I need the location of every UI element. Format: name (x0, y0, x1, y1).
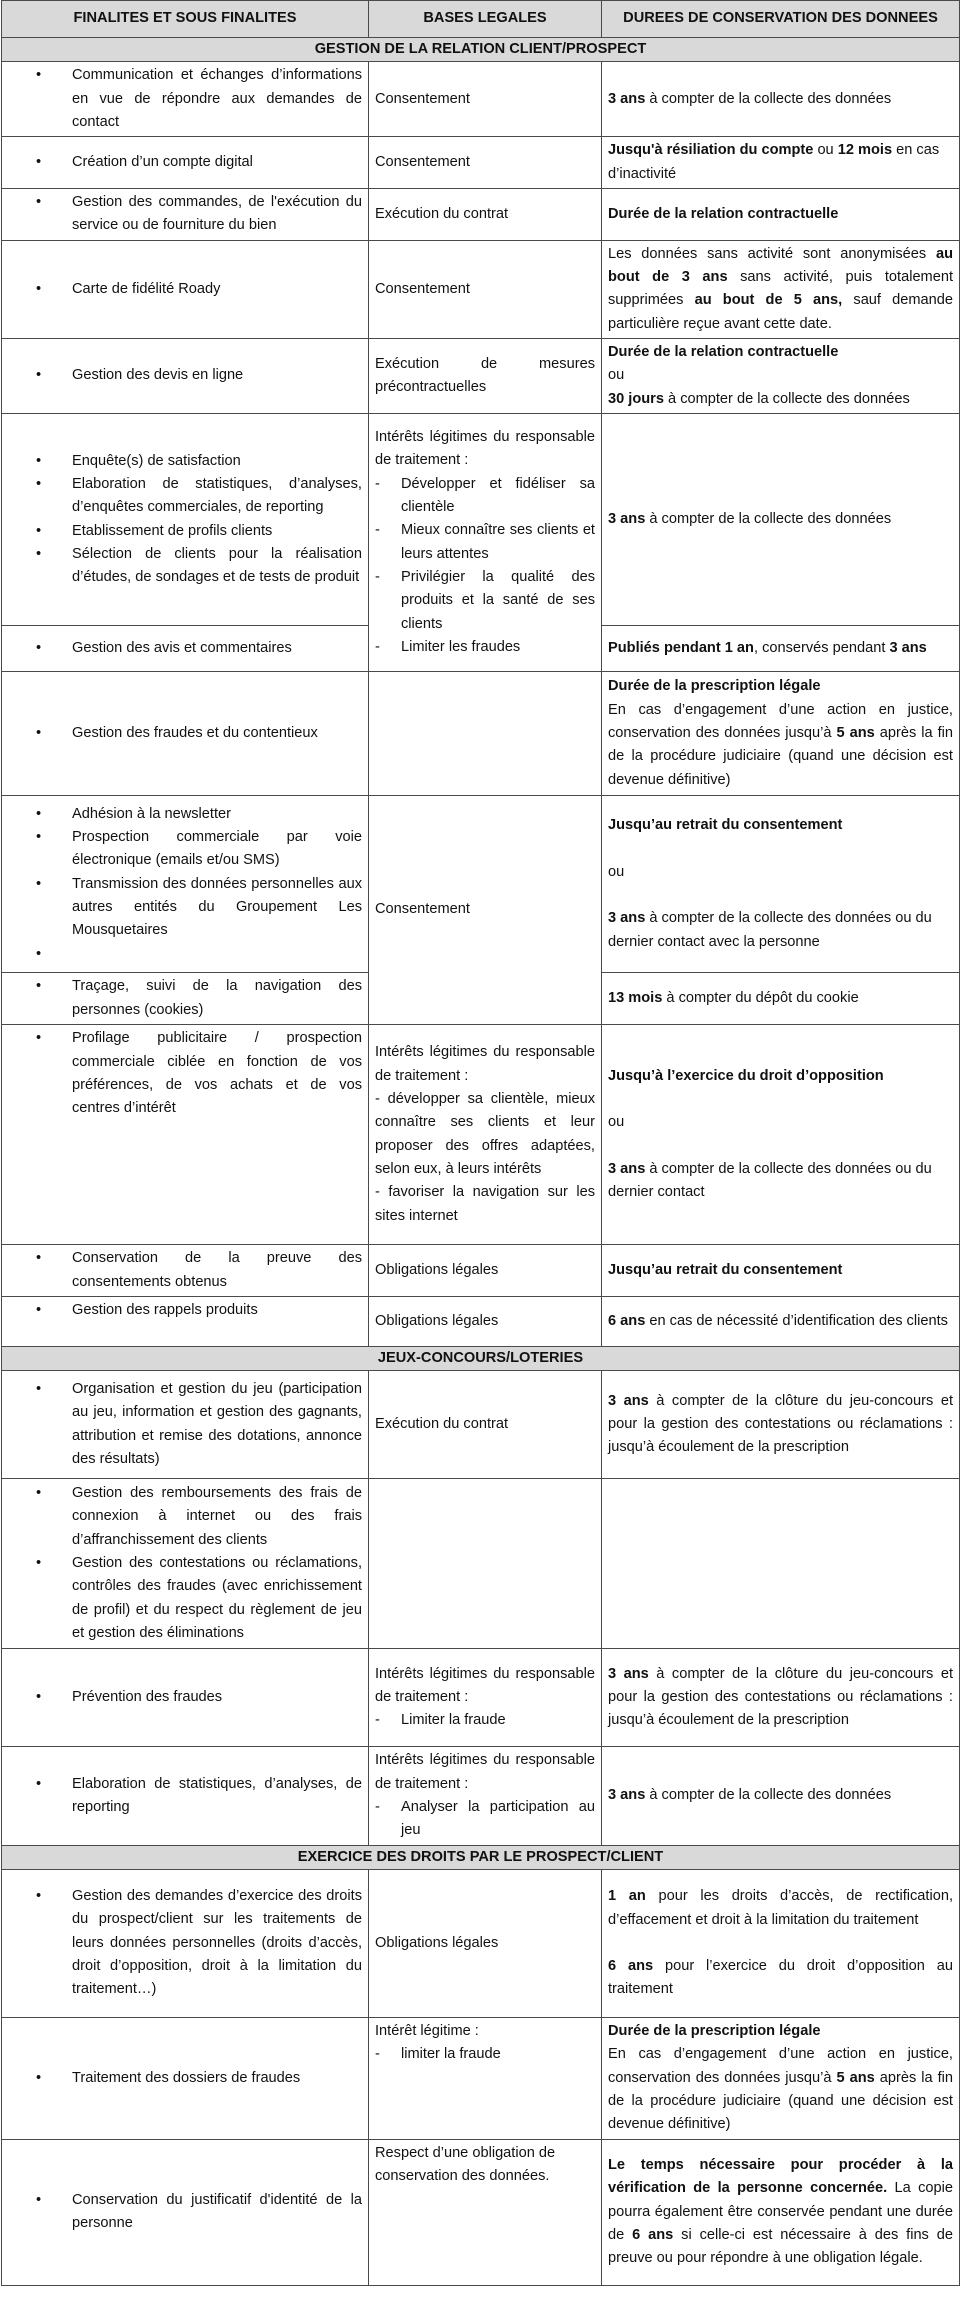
purpose-item: • Traitement des dossiers de fraudes (72, 2067, 362, 2090)
header-purposes: FINALITES ET SOUS FINALITES (2, 1, 369, 38)
table-row (2, 137, 960, 189)
table-row (2, 2139, 960, 2285)
purpose-cell (2, 2017, 369, 2139)
purpose-item: • Transmission des données personnelles aux autres entités du Groupement Les Mousquetaires (72, 873, 362, 943)
legal-basis-cell: Intérêt légitime : - limiter la fraude (369, 2017, 602, 2139)
section-title: JEUX-CONCOURS/LOTERIES (2, 1346, 960, 1370)
legal-basis-cell: Exécution de mesures précontractuelles (369, 339, 602, 414)
retention-cell: 3 ans à compter de la collecte des données (602, 414, 960, 626)
section-title: GESTION DE LA RELATION CLIENT/PROSPECT (2, 38, 960, 62)
purpose-cell (2, 1296, 369, 1346)
purpose-item: • Traçage, suivi de la navigation des personnes (cookies) (72, 975, 362, 1022)
legal-basis-cell: Exécution du contrat (369, 1371, 602, 1479)
purpose-cell (2, 1025, 369, 1245)
purpose-cell (2, 672, 369, 796)
purpose-item: • Conservation du justificatif d'identité de la personne (72, 2189, 362, 2236)
purpose-item: • Gestion des commandes, de l'exécution du service ou de fourniture du bien (72, 191, 362, 238)
purpose-cell (2, 339, 369, 414)
retention-cell: Jusqu’à l’exercice du droit d’opposition ou 3 ans à compter de la collecte des données ou du dernier contact (602, 1025, 960, 1245)
purpose-item: • Gestion des devis en ligne (72, 364, 362, 387)
legal-basis-cell: Intérêts légitimes du responsable de traitement : - Limiter la fraude (369, 1649, 602, 1747)
table-row (2, 339, 960, 414)
purpose-item: • Gestion des contestations ou réclamations, contrôles des fraudes (avec enrichissement de profil) et du respect du règlement de jeu et gestion des éliminations (72, 1552, 362, 1645)
purpose-item: • Carte de fidélité Roady (72, 278, 362, 301)
purpose-cell (2, 626, 369, 672)
retention-cell: 3 ans à compter de la clôture du jeu-concours et pour la gestion des contestations ou réclamations : jusqu’à écoulement de la prescription (602, 1649, 960, 1747)
table-row (2, 1649, 960, 1747)
header-legal-bases: BASES LEGALES (369, 1, 602, 38)
legal-basis-cell: Respect d’une obligation de conservation des données. (369, 2139, 602, 2285)
legal-basis-cell: Obligations légales (369, 1296, 602, 1346)
purpose-item: • Etablissement de profils clients (72, 520, 362, 543)
table-row (2, 240, 960, 338)
legal-basis-cell: Intérêts légitimes du responsable de traitement : - Analyser la participation au jeu (369, 1747, 602, 1845)
legal-basis-cell: Consentement (369, 62, 602, 137)
purpose-cell (2, 1479, 369, 1649)
legal-basis-cell: Intérêts légitimes du responsable de traitement : - Développer et fidéliser sa clientèle - Mieux connaître ses clients et leurs attentes - Privilégier la qualité des produits et la santé de ses clients - Limiter les fraudes (369, 414, 602, 672)
legal-basis-cell (369, 1479, 602, 1649)
purpose-item: • Communication et échanges d’informations en vue de répondre aux demandes de contact (72, 64, 362, 134)
table-row (2, 1869, 960, 2017)
retention-cell (602, 1479, 960, 1649)
purpose-cell (2, 1371, 369, 1479)
table-row (2, 1025, 960, 1245)
retention-cell: Publiés pendant 1 an, conservés pendant 3 ans (602, 626, 960, 672)
retention-cell: Jusqu’au retrait du consentement (602, 1245, 960, 1297)
purpose-item: • Adhésion à la newsletter (72, 803, 362, 826)
header-retention: DUREES DE CONSERVATION DES DONNEES (602, 1, 960, 38)
retention-cell: Jusqu'à résiliation du compte ou 12 mois en cas d’inactivité (602, 137, 960, 189)
purpose-item: • Enquête(s) de satisfaction (72, 450, 362, 473)
table-row (2, 62, 960, 137)
table-row (2, 1245, 960, 1297)
purpose-cell (2, 62, 369, 137)
retention-table (1, 0, 960, 2286)
retention-cell: 3 ans à compter de la collecte des données (602, 1747, 960, 1845)
table-row (2, 672, 960, 796)
purpose-cell (2, 240, 369, 338)
purpose-item: • Elaboration de statistiques, d’analyses, d’enquêtes commerciales, de reporting (72, 473, 362, 520)
purpose-item: • Profilage publicitaire / prospection commerciale ciblée en fonction de vos préférences, de vos achats et de vos centres d’intérêt (72, 1027, 362, 1120)
purpose-cell (2, 414, 369, 626)
retention-cell: Durée de la prescription légale En cas d’engagement d’une action en justice, conservation des données jusqu’à 5 ans après la fin de la procédure judiciaire (quand une décision est devenue définitive) (602, 672, 960, 796)
table-row (2, 1371, 960, 1479)
section-title: EXERCICE DES DROITS PAR LE PROSPECT/CLIENT (2, 1845, 960, 1869)
retention-cell: 13 mois à compter du dépôt du cookie (602, 973, 960, 1025)
retention-cell: 3 ans à compter de la collecte des données (602, 62, 960, 137)
purpose-item: • Organisation et gestion du jeu (participation au jeu, information et gestion des gagnants, attribution et remise des dotations, annonce des résultats) (72, 1378, 362, 1471)
legal-basis-cell (369, 672, 602, 796)
retention-cell: 6 ans en cas de nécessité d’identification des clients (602, 1296, 960, 1346)
purpose-item: • Gestion des rappels produits (72, 1299, 362, 1322)
legal-basis-cell: Consentement (369, 137, 602, 189)
purpose-item: • Gestion des remboursements des frais de connexion à internet ou des frais d’affranchissement des clients (72, 1482, 362, 1552)
purpose-cell (2, 189, 369, 241)
table-row (2, 796, 960, 973)
retention-cell: Durée de la relation contractuelle ou 30 jours à compter de la collecte des données (602, 339, 960, 414)
retention-cell: Durée de la prescription légale En cas d’engagement d’une action en justice, conservation des données jusqu’à 5 ans après la fin de la procédure judiciaire (quand une décision est devenue définitive) (602, 2017, 960, 2139)
purpose-item: • Gestion des avis et commentaires (72, 637, 362, 660)
purpose-cell (2, 1869, 369, 2017)
purpose-cell (2, 137, 369, 189)
table-row (2, 2017, 960, 2139)
purpose-item: • Gestion des fraudes et du contentieux (72, 722, 362, 745)
section-row (2, 1845, 960, 1869)
purpose-item: • Gestion des demandes d’exercice des droits du prospect/client sur les traitements de leurs données personnelles (droits d’accès, droit d’opposition, droit à la limitation du traitement…) (72, 1885, 362, 2002)
purpose-item: • Création d’un compte digital (72, 151, 362, 174)
legal-basis-cell: Consentement (369, 796, 602, 1025)
purpose-cell (2, 1649, 369, 1747)
retention-cell: Durée de la relation contractuelle (602, 189, 960, 241)
purpose-item (72, 943, 362, 966)
purpose-item: • Sélection de clients pour la réalisation d’études, de sondages et de tests de produit (72, 543, 362, 590)
purpose-item: • Prospection commerciale par voie électronique (emails et/ou SMS) (72, 826, 362, 873)
legal-basis-cell: Consentement (369, 240, 602, 338)
retention-cell: Les données sans activité sont anonymisées au bout de 3 ans sans activité, puis totalement supprimées au bout de 5 ans, sauf demande particulière reçue avant cette date. (602, 240, 960, 338)
purpose-cell (2, 973, 369, 1025)
table-row (2, 189, 960, 241)
table-row (2, 1747, 960, 1845)
table-row (2, 414, 960, 626)
retention-cell: Jusqu’au retrait du consentement ou 3 ans à compter de la collecte des données ou du dernier contact avec la personne (602, 796, 960, 973)
table-row (2, 1479, 960, 1649)
header-row (2, 1, 960, 38)
legal-basis-cell: Intérêts légitimes du responsable de traitement : - développer sa clientèle, mieux connaître ses clients et leur proposer des offres adaptées, selon eux, à leurs intérêts - favoriser la navigation sur les sites internet (369, 1025, 602, 1245)
legal-basis-cell: Obligations légales (369, 1245, 602, 1297)
legal-basis-cell: Exécution du contrat (369, 189, 602, 241)
retention-cell: 3 ans à compter de la clôture du jeu-concours et pour la gestion des contestations ou réclamations : jusqu’à écoulement de la prescription (602, 1371, 960, 1479)
purpose-cell (2, 796, 369, 973)
purpose-item: • Elaboration de statistiques, d’analyses, de reporting (72, 1773, 362, 1820)
purpose-item: • Conservation de la preuve des consentements obtenus (72, 1247, 362, 1294)
section-row (2, 1346, 960, 1370)
retention-cell: 1 an pour les droits d’accès, de rectification, d’effacement et droit à la limitation du traitement 6 ans pour l’exercice du droit d’opposition au traitement (602, 1869, 960, 2017)
legal-basis-cell: Obligations légales (369, 1869, 602, 2017)
purpose-cell (2, 1245, 369, 1297)
purpose-item: • Prévention des fraudes (72, 1686, 362, 1709)
table-row (2, 1296, 960, 1346)
purpose-cell (2, 1747, 369, 1845)
purpose-cell (2, 2139, 369, 2285)
section-row (2, 38, 960, 62)
retention-cell: Le temps nécessaire pour procéder à la vérification de la personne concernée. La copie pourra également être conservée pendant une durée de 6 ans si celle-ci est nécessaire à des fins de preuve ou pour répondre à une obligation légale. (602, 2139, 960, 2285)
